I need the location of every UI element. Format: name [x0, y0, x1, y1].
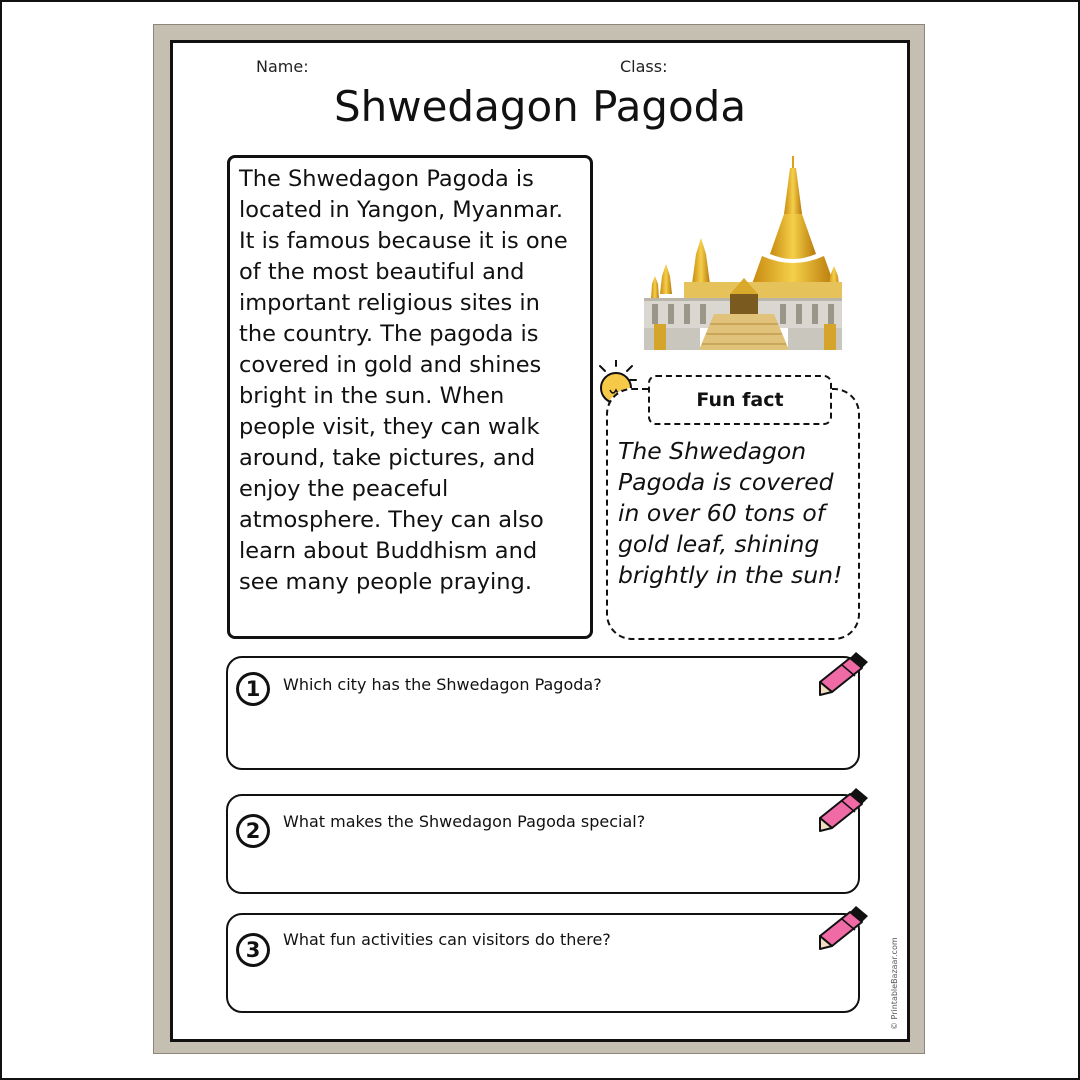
pencil-icon: [818, 786, 872, 832]
name-label: Name:: [256, 57, 309, 76]
question-number: 2: [239, 817, 267, 845]
reading-passage: The Shwedagon Pagoda is located in Yangon, Myanmar. It is famous because it is one of the most beautiful and important religious sites in the country. The pagoda is covered in gold and shines bright in the sun. When people visit, they can walk around, take pictures, and enjoy the peaceful atmosphere. They can also learn about Buddhism and see many people praying.: [227, 155, 593, 639]
fun-fact-text: The Shwedagon Pagoda is covered in over 60 tons of gold leaf, shining brightly in the sun!: [618, 437, 843, 589]
fun-fact-label: Fun fact: [648, 375, 832, 425]
question-number: 3: [239, 936, 267, 964]
answer-box-1[interactable]: [226, 656, 860, 770]
answer-box-3[interactable]: [226, 913, 860, 1013]
pagoda-illustration: [644, 154, 842, 354]
answer-box-2[interactable]: [226, 794, 860, 894]
page-title: Shwedagon Pagoda: [333, 82, 747, 131]
question-number: 1: [239, 675, 267, 703]
copyright-credit: © PrintableBazaar.com: [890, 937, 899, 1030]
class-label: Class:: [620, 57, 668, 76]
question-number-badge: [236, 933, 270, 967]
question-text: What fun activities can visitors do there?: [283, 930, 611, 949]
question-number-badge: [236, 814, 270, 848]
question-text: What makes the Shwedagon Pagoda special?: [283, 812, 646, 831]
pencil-icon: [818, 650, 872, 696]
pencil-icon: [818, 904, 872, 950]
question-number-badge: [236, 672, 270, 706]
question-text: Which city has the Shwedagon Pagoda?: [283, 675, 602, 694]
